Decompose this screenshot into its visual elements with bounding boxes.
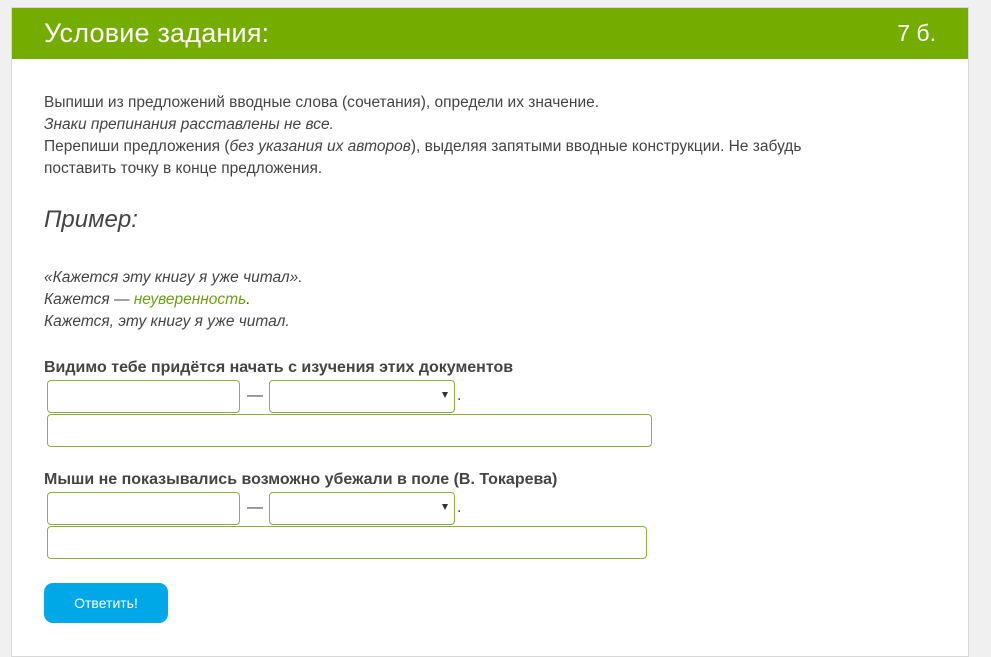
task-2-meaning-select[interactable] [269, 492, 455, 525]
instructions [44, 92, 924, 180]
instruction-line-1: Выпиши из предложений вводные слова (сочетания), определи их значение. [44, 94, 600, 111]
instruction-line-3-start: Перепиши предложения ( [44, 138, 230, 155]
chevron-down-icon [442, 504, 448, 510]
task-2-dash: — [247, 499, 263, 516]
example-word: Кажется — [44, 291, 134, 308]
example-meaning-end: . [246, 291, 251, 308]
task-1-meaning-select[interactable] [269, 380, 455, 413]
chevron-down-icon [442, 392, 448, 398]
example-block [44, 267, 303, 333]
task-header [12, 8, 968, 59]
example-title: Пример: [44, 206, 138, 233]
submit-button[interactable]: Ответить! [44, 583, 168, 623]
task-2-sentence-input[interactable] [47, 526, 647, 559]
example-explanation [44, 289, 303, 311]
instruction-line-3-end: ), выделяя запятыми вводные конструкции. Не забудь [410, 138, 802, 155]
instruction-note: Знаки препинания расставлены не все. [44, 116, 334, 133]
task-1-dot: . [457, 387, 462, 404]
task-title: Условие задания: [44, 18, 270, 48]
instruction-line-3 [44, 136, 924, 158]
example-result: Кажется, эту книгу я уже читал. [44, 313, 290, 330]
task-2-word-input[interactable] [47, 492, 240, 525]
task-1-sentence-input[interactable] [47, 414, 652, 447]
task-1-sentence: Видимо тебе придётся начать с изучения этих документов [44, 359, 514, 376]
task-2-dot: . [457, 499, 462, 516]
instruction-line-3-italic: без указания их авторов [229, 138, 411, 155]
example-sentence: «Кажется эту книгу я уже читал». [44, 269, 303, 286]
task-points: 7 б. [897, 20, 936, 46]
task-1-word-input[interactable] [47, 380, 240, 413]
instruction-line-4: поставить точку в конце предложения. [44, 160, 323, 177]
task-1-dash: — [247, 387, 263, 404]
task-2-sentence: Мыши не показывались возможно убежали в поле (В. Токарева) [44, 471, 558, 488]
instruction-line-2 [44, 114, 924, 136]
example-meaning: неуверенность [133, 291, 247, 308]
task-card [11, 7, 969, 657]
